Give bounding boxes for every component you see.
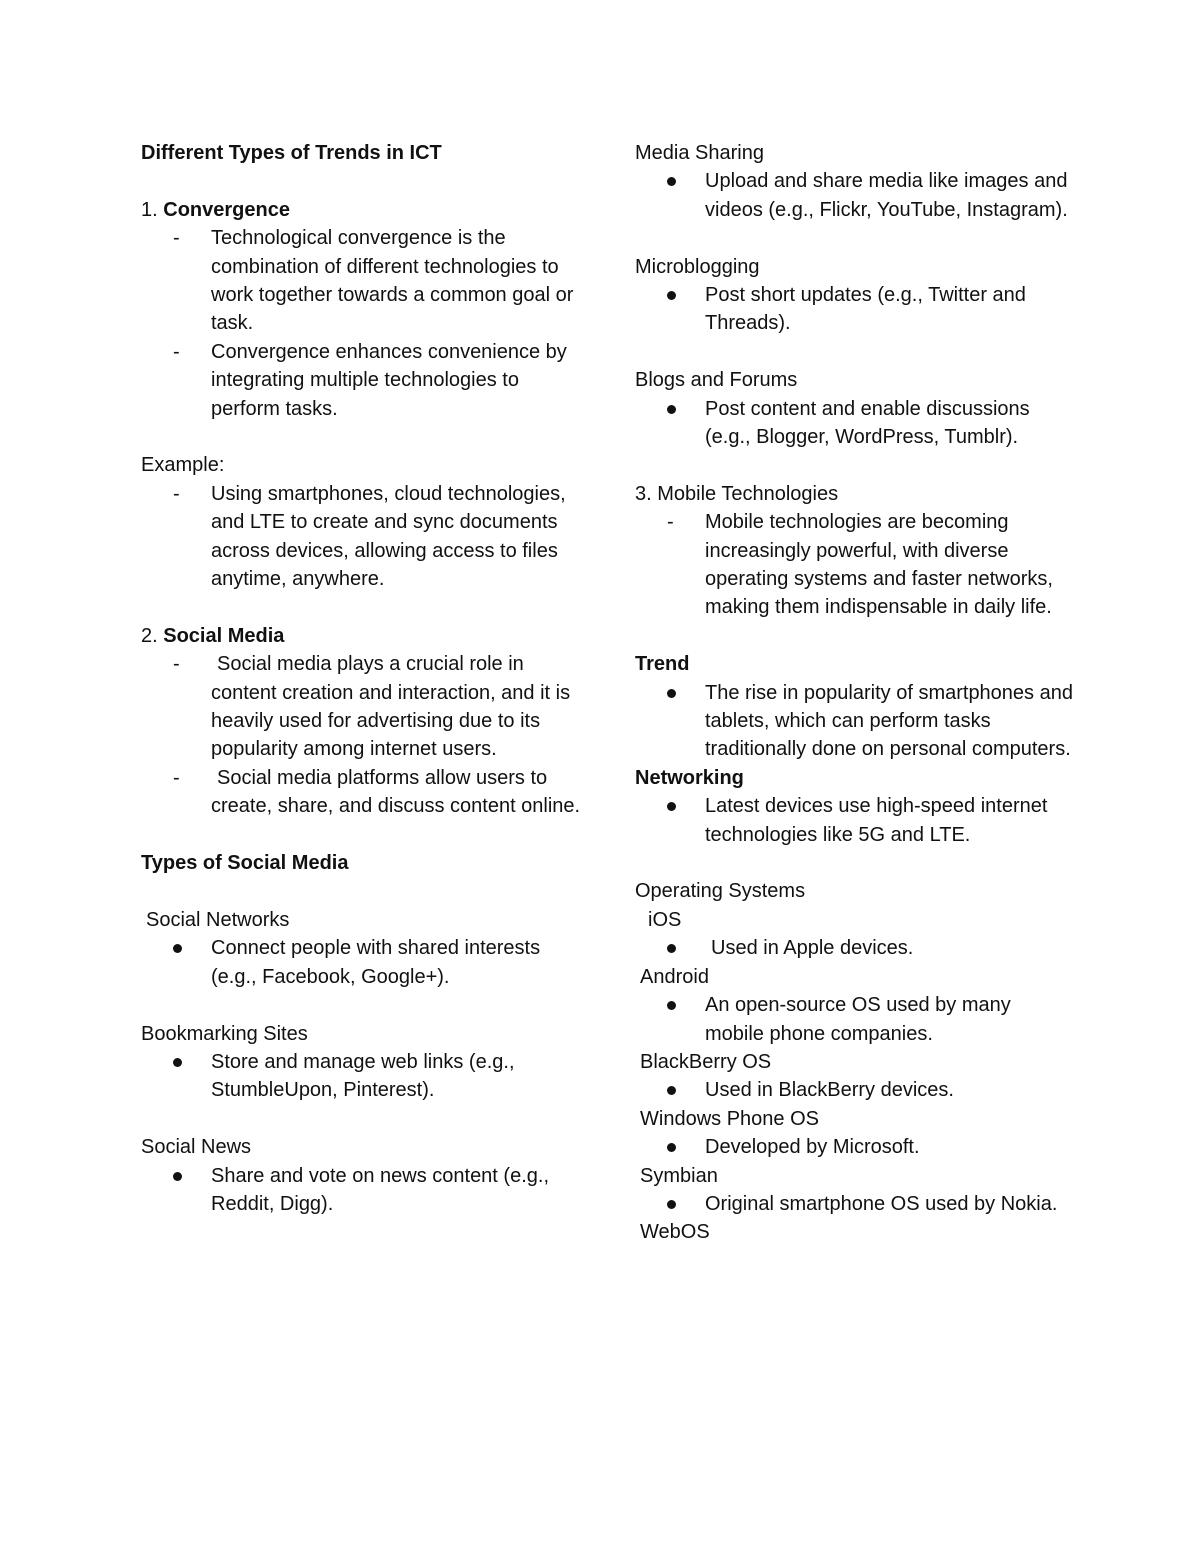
microblogging-label: Microblogging bbox=[635, 255, 760, 278]
list-item bbox=[635, 395, 1075, 452]
bullet-icon bbox=[173, 944, 182, 953]
list-item bbox=[635, 1190, 1075, 1218]
convergence-point: Technological convergence is the combination of different technologies to work together towards a common goal or task. bbox=[211, 227, 574, 335]
dash-marker: - bbox=[173, 227, 180, 250]
list-item bbox=[635, 934, 1075, 962]
networking-bullet: Latest devices use high-speed internet technologies like 5G and LTE. bbox=[705, 795, 1048, 846]
bullet-icon bbox=[667, 689, 676, 698]
bullet-icon bbox=[667, 1200, 676, 1209]
social-networks-label: Social Networks bbox=[146, 908, 290, 931]
android-bullet: An open-source OS used by many mobile phone companies. bbox=[705, 994, 1011, 1045]
windows-label: Windows Phone OS bbox=[640, 1107, 819, 1130]
os-heading: Operating Systems bbox=[635, 880, 806, 903]
bullet-icon bbox=[667, 405, 676, 414]
bookmarking-label: Bookmarking Sites bbox=[141, 1022, 308, 1045]
types-heading: Types of Social Media bbox=[141, 852, 349, 875]
bullet-icon bbox=[667, 1143, 676, 1152]
bullet-icon bbox=[667, 802, 676, 811]
microblogging-bullet: Post short updates (e.g., Twitter and Threads). bbox=[705, 284, 1026, 335]
convergence-point: Convergence enhances convenience by integrating multiple technologies to perform tasks. bbox=[211, 340, 567, 420]
bullet-icon bbox=[667, 177, 676, 186]
trend-heading: Trend bbox=[635, 653, 690, 676]
dash-marker: - bbox=[173, 340, 180, 363]
android-label: Android bbox=[640, 965, 709, 988]
list-item bbox=[635, 679, 1075, 764]
list-item bbox=[635, 1133, 1075, 1161]
list-item bbox=[141, 934, 581, 991]
symbian-label: Symbian bbox=[640, 1164, 718, 1187]
dash-marker: - bbox=[173, 766, 180, 789]
list-item bbox=[141, 650, 581, 764]
list-item bbox=[141, 1162, 581, 1219]
social-media-point: Social media plays a crucial role in content creation and interaction, and it is heavily used for advertising due to its popularity among internet users. bbox=[211, 653, 571, 761]
windows-bullet: Developed by Microsoft. bbox=[705, 1136, 920, 1159]
list-item bbox=[141, 480, 581, 594]
list-item bbox=[635, 167, 1075, 224]
social-media-title: Social Media bbox=[163, 624, 285, 647]
bullet-icon bbox=[173, 1058, 182, 1067]
social-news-bullet: Share and vote on news content (e.g., Reddit, Digg). bbox=[211, 1164, 549, 1215]
list-item bbox=[141, 338, 581, 423]
blogs-bullet: Post content and enable discussions (e.g., Blogger, WordPress, Tumblr). bbox=[705, 397, 1030, 449]
bullet-icon bbox=[667, 1086, 676, 1095]
convergence-title: Convergence bbox=[163, 198, 290, 221]
symbian-bullet: Original smartphone OS used by Nokia. bbox=[705, 1192, 1058, 1215]
social-media-point: Social media platforms allow users to create, share, and discuss content online. bbox=[211, 766, 581, 818]
networking-heading: Networking bbox=[635, 766, 744, 789]
list-item bbox=[635, 991, 1075, 1048]
example-point: Using smartphones, cloud technologies, and LTE to create and sync documents across devices, allowing access to files anytime, anywhere. bbox=[211, 482, 566, 591]
right-column bbox=[635, 139, 1075, 1247]
social-networks-bullet: Connect people with shared interests (e.g., Facebook, Google+). bbox=[211, 937, 541, 988]
list-item bbox=[635, 281, 1075, 338]
social-media-number: 2. bbox=[141, 624, 158, 647]
social-news-label: Social News bbox=[141, 1136, 252, 1159]
blackberry-bullet: Used in BlackBerry devices. bbox=[705, 1079, 954, 1102]
list-item bbox=[635, 508, 1075, 622]
ios-label: iOS bbox=[648, 908, 682, 931]
bookmarking-bullet: Store and manage web links (e.g., StumbleUpon, Pinterest). bbox=[211, 1050, 515, 1102]
mobile-heading: 3. Mobile Technologies bbox=[635, 482, 839, 505]
media-sharing-bullet: Upload and share media like images and videos (e.g., Flickr, YouTube, Instagram). bbox=[705, 170, 1068, 221]
mobile-point: Mobile technologies are becoming increasingly powerful, with diverse operating systems and faster networks, making them indispensable in daily life. bbox=[705, 511, 1053, 619]
bullet-icon bbox=[667, 1001, 676, 1010]
bullet-icon bbox=[667, 944, 676, 953]
list-item bbox=[635, 792, 1075, 849]
dash-marker: - bbox=[173, 653, 180, 676]
blackberry-label: BlackBerry OS bbox=[640, 1050, 772, 1073]
blogs-label: Blogs and Forums bbox=[635, 369, 798, 392]
convergence-heading bbox=[141, 196, 581, 224]
list-item bbox=[141, 224, 581, 338]
ios-bullet: Used in Apple devices. bbox=[711, 937, 914, 960]
social-media-heading bbox=[141, 622, 581, 650]
list-item bbox=[635, 1076, 1075, 1104]
document-title: Different Types of Trends in ICT bbox=[141, 142, 442, 164]
trend-bullet: The rise in popularity of smartphones and tablets, which can perform tasks traditionally done on personal computers. bbox=[705, 681, 1073, 761]
media-sharing-label: Media Sharing bbox=[635, 142, 764, 164]
webos-label: WebOS bbox=[640, 1221, 710, 1244]
convergence-number: 1. bbox=[141, 198, 158, 221]
dash-marker: - bbox=[173, 482, 180, 505]
dash-marker: - bbox=[667, 511, 674, 534]
bullet-icon bbox=[667, 291, 676, 300]
bullet-icon bbox=[173, 1172, 182, 1181]
example-label: Example: bbox=[141, 454, 225, 477]
left-column bbox=[141, 139, 581, 1218]
list-item bbox=[141, 1048, 581, 1105]
list-item bbox=[141, 764, 581, 821]
